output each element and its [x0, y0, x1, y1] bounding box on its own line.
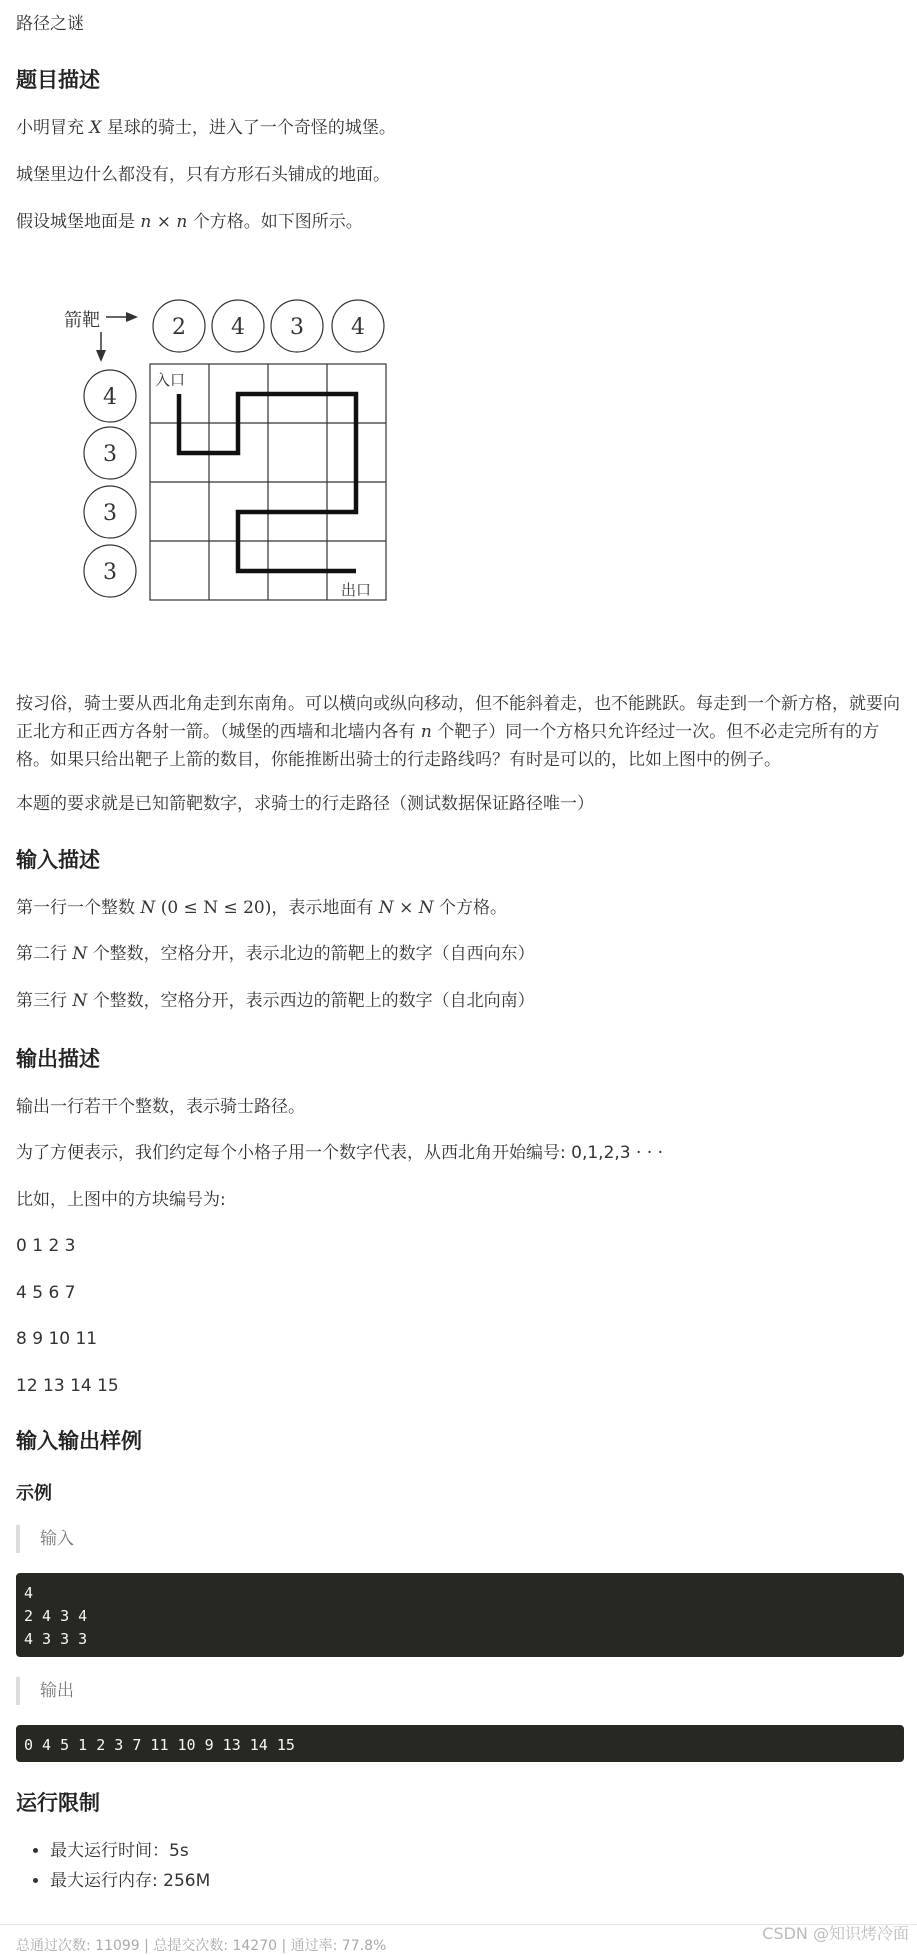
west-target-value: 3	[103, 501, 117, 526]
target-arrowhead-right	[126, 312, 138, 322]
description-p4: 按习俗，骑士要从西北角走到东南角。可以横向或纵向移动，但不能斜着走，也不能跳跃。每走到一个新方格，就要向正北方和正西方各射一箭。（城堡的西墙和北墙内各有 n 个靶子）同一个方格只允许经过一次。但不必走完所有的方格。如果只给出靶子上箭的数目，你能推断出骑士的行走路线吗？有时是可以的，比如上图中的例子。	[16, 694, 900, 770]
output-line-3: 比如，上图中的方块编号为:	[16, 1190, 226, 1210]
csdn-watermark: CSDN @知识烤冷面	[762, 1924, 909, 1943]
north-target-value: 4	[351, 315, 365, 340]
exit-label: 出口	[341, 581, 372, 599]
output-line-2: 为了方便表示，我们约定每个小格子用一个数字代表，从西北角开始编号: 0,1,2,3 · · ·	[16, 1143, 664, 1163]
code-line: 2 4 3 4	[24, 1607, 88, 1625]
sample-input-code[interactable]	[16, 1573, 904, 1657]
limits-list	[16, 1836, 210, 1896]
description-p2: 城堡里边什么都没有，只有方形石头铺成的地面。	[16, 165, 390, 185]
sample-heading: 输入输出样例	[16, 1429, 142, 1453]
problem-title: 路径之谜	[16, 14, 84, 34]
code-line: 0 4 5 1 2 3 7 11 10 9 13 14 15	[24, 1736, 295, 1754]
target-arrowhead-down	[96, 350, 106, 362]
submission-stats: 总通过次数: 11099 | 总提交次数: 14270 | 通过率: 77.8%	[16, 1938, 387, 1954]
sample-output-label: 输出	[16, 1677, 74, 1705]
sample-input-label: 输入	[16, 1525, 74, 1553]
target-label: 箭靶	[64, 310, 100, 331]
block-numbers-row: 4 5 6 7	[16, 1283, 76, 1303]
block-numbers-row: 8 9 10 11	[16, 1329, 98, 1349]
north-target-value: 2	[172, 315, 186, 340]
input-line-2: 第二行 N 个整数，空格分开，表示北边的箭靶上的数字（自西向东）	[16, 944, 535, 964]
castle-grid-figure	[32, 288, 392, 618]
code-line: 4 3 3 3	[24, 1630, 88, 1648]
code-line: 4	[24, 1584, 34, 1602]
west-target-value: 3	[103, 442, 117, 467]
north-targets	[153, 300, 384, 352]
castle-grid	[150, 364, 386, 600]
west-targets	[84, 370, 136, 597]
limit-time: • 最大运行时间：5s	[50, 1836, 210, 1866]
description-p1: 小明冒充 X 星球的骑士，进入了一个奇怪的城堡。	[16, 118, 396, 138]
description-heading: 题目描述	[16, 68, 100, 92]
west-target-value: 3	[103, 560, 117, 585]
input-line-3: 第三行 N 个整数，空格分开，表示西边的箭靶上的数字（自北向南）	[16, 991, 535, 1011]
entrance-label: 入口	[155, 371, 186, 389]
input-heading: 输入描述	[16, 848, 100, 872]
output-heading: 输出描述	[16, 1047, 100, 1071]
west-target-value: 4	[103, 385, 117, 410]
sample-example-heading: 示例	[16, 1483, 52, 1504]
north-target-value: 3	[290, 315, 304, 340]
output-line-1: 输出一行若干个整数，表示骑士路径。	[16, 1097, 305, 1117]
block-numbers-row: 12 13 14 15	[16, 1376, 119, 1396]
input-line-1: 第一行一个整数 N (0 ≤ N ≤ 20)，表示地面有 N × N 个方格。	[16, 898, 508, 918]
description-p5: 本题的要求就是已知箭靶数字，求骑士的行走路径（测试数据保证路径唯一）	[16, 794, 594, 814]
block-numbers-row: 0 1 2 3	[16, 1236, 76, 1256]
limits-heading: 运行限制	[16, 1791, 100, 1815]
sample-output-code[interactable]	[16, 1725, 904, 1762]
north-target-value: 4	[231, 315, 245, 340]
limit-memory: • 最大运行内存: 256M	[50, 1866, 210, 1896]
description-p3: 假设城堡地面是 n × n 个方格。如下图所示。	[16, 212, 363, 232]
